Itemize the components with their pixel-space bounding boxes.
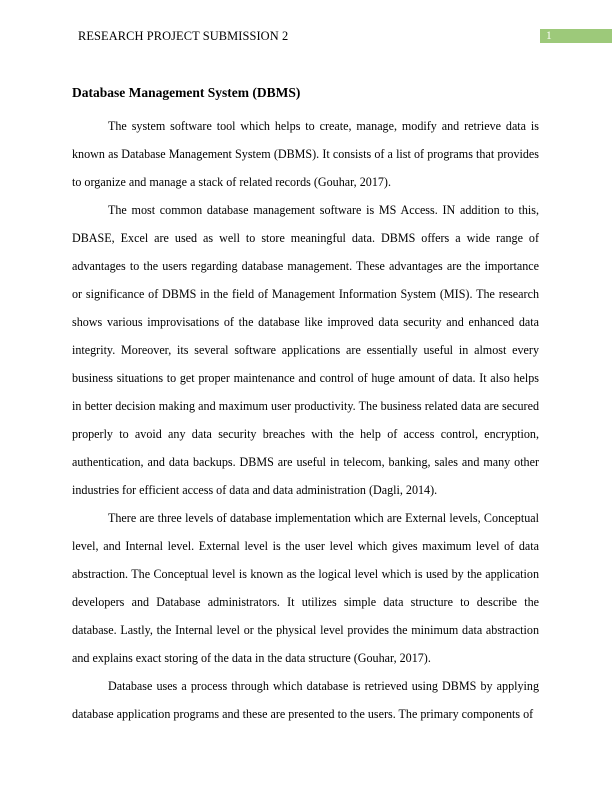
section-heading: Database Management System (DBMS) <box>72 85 301 100</box>
body-text <box>72 112 539 728</box>
paragraph-2: The most common database management software is MS Access. IN addition to this, DBASE, Excel are used as well to store meaningful data. DBMS offers a wide range of advantages to the users regarding database management. These advantages are the importance or significance of DBMS in the field of Management Information System (MIS). The research shows various improvisations of the database like improved data security and enhanced data integrity. Moreover, its several software applications are essentially useful in almost every business situations to get proper maintenance and control of huge amount of data. It also helps in better decision making and maximum user productivity. The business related data are secured properly to avoid any data security breaches with the help of access control, encryption, authentication, and data backups. DBMS are useful in telecom, banking, sales and many other industries for efficient access of data and data administration (Dagli, 2014). <box>72 203 539 497</box>
paragraph-1: The system software tool which helps to create, manage, modify and retrieve data is known as Database Management System (DBMS). It consists of a list of programs that provides to organize and manage a stack of related records (Gouhar, 2017). <box>72 119 539 189</box>
paragraph-4: Database uses a process through which database is retrieved using DBMS by applying database application programs and these are presented to the users. The primary components of <box>72 679 539 721</box>
page-number-bar <box>540 29 612 43</box>
running-head: RESEARCH PROJECT SUBMISSION 2 <box>78 29 289 43</box>
paragraph-3: There are three levels of database implementation which are External levels, Conceptual level, and Internal level. External level is the user level which gives maximum level of data abstraction. The Conceptual level is known as the logical level which is used by the application developers and Database administrators. It utilizes simple data structure to describe the database. Lastly, the Internal level or the physical level provides the minimum data abstraction and explains exact storing of the data in the data structure (Gouhar, 2017). <box>72 511 539 665</box>
page-number: 1 <box>546 30 552 42</box>
